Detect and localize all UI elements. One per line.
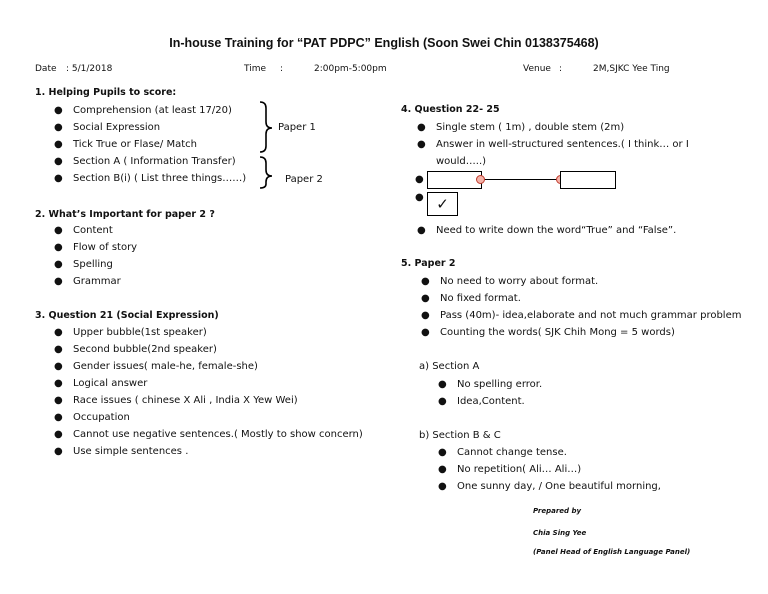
- matching-line: [483, 179, 560, 180]
- list-item: ● No repetition( Ali… Ali…): [438, 464, 582, 475]
- section4-heading: 4. Question 22- 25: [401, 104, 500, 115]
- preparer-name: Chia Sing Yee: [533, 529, 587, 537]
- list-item: ● Comprehension (at least 17/20): [54, 105, 232, 116]
- list-item: ● Section B(i) ( List three things……): [54, 173, 247, 184]
- subsection-b-heading: b) Section B & C: [419, 430, 501, 441]
- date-value: : 5/1/2018: [66, 64, 113, 74]
- time-separator: :: [280, 64, 284, 74]
- venue-separator: :: [559, 64, 563, 74]
- preparer-role: (Panel Head of English Language Panel): [533, 548, 691, 556]
- list-item: ● Spelling: [54, 259, 113, 270]
- section1-heading: 1. Helping Pupils to score:: [35, 87, 177, 98]
- tick-box: [427, 192, 458, 216]
- section5-list: [421, 273, 742, 341]
- section5-heading: 5. Paper 2: [401, 258, 456, 269]
- list-item: ● Pass (40m)- idea,elaborate and not much grammar problem: [421, 310, 742, 321]
- list-item: ● Answer in well-structured sentences.( I think… or I: [417, 139, 689, 150]
- document-title: In-house Training for “PAT PDPC” English (Soon Swei Chin 0138375468): [169, 36, 599, 50]
- matching-box-right: [560, 171, 616, 189]
- subsection-a-heading: a) Section A: [419, 361, 480, 372]
- list-item: ● Gender issues( male-he, female-she): [54, 361, 258, 372]
- time-label: Time: [244, 64, 267, 74]
- list-item: ● Race issues ( chinese X Ali , India X Yew Wei): [54, 395, 298, 406]
- section2-heading: 2. What’s Important for paper 2 ?: [35, 209, 215, 220]
- list-item: ● One sunny day, / One beautiful morning,: [438, 481, 661, 492]
- venue-value: 2M,SJKC Yee Ting: [593, 64, 670, 74]
- prepared-by-label: Prepared by: [533, 507, 582, 515]
- list-item: ● Upper bubble(1st speaker): [54, 327, 207, 338]
- section3-list: [54, 324, 363, 460]
- bullet-icon: ●: [415, 174, 424, 185]
- section4-list: [417, 119, 689, 170]
- connector-dot-icon: [476, 175, 485, 184]
- date-label: Date: [35, 64, 57, 74]
- list-item: ● Counting the words( SJK Chih Mong = 5 words): [421, 327, 675, 338]
- list-item: ● Second bubble(2nd speaker): [54, 344, 217, 355]
- list-item: ● Section A ( Information Transfer): [54, 156, 236, 167]
- list-item: ● Flow of story: [54, 242, 138, 253]
- subsection-a-list: [438, 376, 543, 410]
- list-item: ● Social Expression: [54, 122, 161, 133]
- list-item: ● Idea,Content.: [438, 396, 525, 407]
- time-value: 2:00pm-5:00pm: [314, 64, 387, 74]
- list-item: ● No need to worry about format.: [421, 276, 599, 287]
- list-item: ● Cannot change tense.: [438, 447, 567, 458]
- list-item: ● Tick True or Flase/ Match: [54, 139, 197, 150]
- section2-list: [54, 222, 138, 290]
- list-item: would…..): [436, 156, 487, 167]
- bullet-icon: ●: [415, 192, 424, 203]
- checkmark-icon: ✓: [436, 195, 449, 213]
- venue-label: Venue: [523, 64, 551, 74]
- list-item: ● Cannot use negative sentences.( Mostly to show concern): [54, 429, 363, 440]
- list-item: ● No fixed format.: [421, 293, 521, 304]
- section1-list: [54, 102, 247, 187]
- list-item: ● No spelling error.: [438, 379, 543, 390]
- list-item: ● Single stem ( 1m) , double stem (2m): [417, 122, 625, 133]
- paper1-label: Paper 1: [278, 122, 316, 133]
- list-item: ● Use simple sentences .: [54, 446, 189, 457]
- list-item: ● Logical answer: [54, 378, 148, 389]
- paper-brace-icon: [256, 100, 280, 190]
- list-item: ● Occupation: [54, 412, 130, 423]
- list-item: ● Grammar: [54, 276, 121, 287]
- list-item: ● Need to write down the word“True” and “False”.: [417, 225, 677, 236]
- section3-heading: 3. Question 21 (Social Expression): [35, 310, 219, 321]
- paper2-label: Paper 2: [285, 174, 323, 185]
- list-item: ● Content: [54, 225, 113, 236]
- subsection-b-list: [438, 444, 661, 495]
- section4-note-list: [417, 222, 677, 239]
- matching-box-left: [427, 171, 482, 189]
